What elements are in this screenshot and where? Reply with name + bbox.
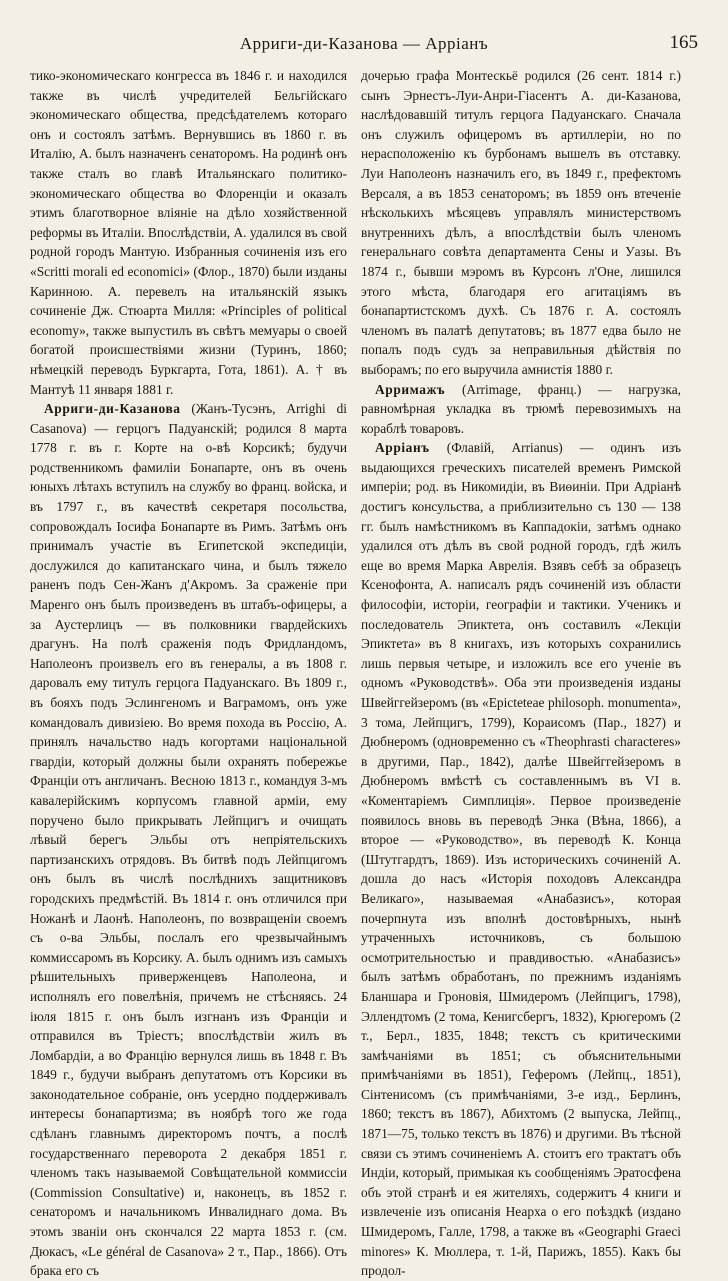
entry-arrian bbox=[361, 438, 681, 1281]
page-header bbox=[28, 32, 700, 58]
running-head: Арриги-ди-Казанова — Арріанъ bbox=[239, 34, 489, 53]
right-column bbox=[361, 66, 681, 1279]
left-column bbox=[30, 66, 347, 1279]
entry-headword: Арріанъ bbox=[375, 440, 430, 456]
paragraph-continuation: тико-экономическаго конгресса въ 1846 г. и находился также въ числѣ учредителей Бельгійскаго экономическаго общества, предсѣдателемъ котораго онъ и состоялъ затѣмъ. Вернувшись въ 1860 г. въ Италію, А. былъ назначенъ сенаторомъ. На родинѣ онъ также сталъ во главѣ Итальянскаго политико-экономическаго общества во Флоренціи и оказалъ этимъ благотворное вліяніе на дѣло хозяйственной реформы въ Италіи. Впослѣдствіи, А. удалился въ свой родной городъ Мантую. Избранныя сочиненія изъ его «Scritti morali ed economici» (Флор., 1870) были изданы Каринною. А. перевелъ на итальянскій языкъ сочиненіе Дж. Стюарта Милля: «Principles of political economy», также выпустилъ въ свѣтъ мемуары о своей богатой происшествіями жизни (Туринъ, 1860; нѣмецкій переводъ Буркгарта, Гота, 1861). А. † въ Мантуѣ 11 января 1881 г. bbox=[30, 68, 347, 397]
entry-arrighi-di-casanova bbox=[30, 399, 347, 1281]
entry-headword: Арриги-ди-Казанова bbox=[44, 401, 181, 417]
entry-headword: Арримажъ bbox=[375, 381, 446, 397]
entry-body: (Жанъ-Тусэнъ, Arrighi di Casanova) — герцогъ Падуанскій; родился 8 марта 1778 г. въ г. Корте на о-вѣ Корсикѣ; будучи родственникомъ фамиліи Бонапарте, онъ въ очень юныхъ лѣтахъ вступилъ на службу во франц. войска, и въ 1797 г., въ качествѣ секретаря посольства, сопровождалъ Іосифа Бонапарте въ Римъ. Затѣмъ онъ принималъ участіе въ Египетской экспедиціи, дослужился до капитанскаго чина, и былъ тяжело раненъ подъ Сен-Жанъ д'Акромъ. За сраженіе при Маренго онъ былъ произведенъ въ штабъ-офицеры, а за Аустерлицъ — въ полковники гвардейскихъ драгунъ. На полѣ сраженія подъ Фридландомъ, Наполеонъ произвелъ его въ генералы, а въ 1808 г. даровалъ ему титулъ герцога Падуанскаго. Въ 1809 г., въ бояхъ подъ Эслингеномъ и Ваграмомъ, онъ уже командовалъ дивизіею. Во время похода въ Россію, А. принялъ начальство надъ когортами національной гвардіи, который должны были охранять побережье Франціи отъ англичанъ. Весною 1813 г., командуя 3-мъ кавалерійскимъ корпусомъ главной арміи, ему поручено было прикрывать Лейпцигъ и очищать лѣвый берегъ Эльбы отъ непріятельскихъ партизанскихъ отрядовъ. Въ битвѣ подъ Лейпцигомъ онъ былъ въ числѣ послѣднихъ защитниковъ городскихъ предмѣстій. Въ 1814 г. онъ отличился при Ножанѣ и Лаонѣ. Наполеонъ, по возвращеніи своемъ съ о-ва Эльбы, послалъ его чрезвычайнымъ коммиссаромъ въ Корсику. А. былъ однимъ изъ самыхъ рѣшительныхъ приверженцевъ Наполеона, и исполнялъ его повелѣнія, причемъ не стѣсняясь. 24 іюля 1815 г. онъ былъ изгнанъ изъ Франціи и отправился въ Тріестъ; впослѣдствіи жилъ въ Ломбардіи, а во Францію вернулся лишь въ 1848 г. Въ 1849 г., будучи выбранъ депутатомъ отъ Корсики въ законодательное собраніе, онъ усердно поддерживалъ интересы бонапартизма; въ ноябрѣ того же года сдѣланъ главнымъ директоромъ почтъ, а послѣ государственнаго переворота 2 декабря 1851 г. членомъ такъ называемой Совѣщательной коммиссіи (Commission Consultative) и, наконецъ, въ 1852 г. сенаторомъ и начальникомъ Инвалиднаго дома. Въ этомъ званіи онъ скончался 22 марта 1853 г. (см. Дюкасъ, «Le général de Casanova» 2 т., Пар., 1866). Отъ брака его съ bbox=[30, 401, 347, 1279]
page-number: 165 bbox=[669, 32, 698, 53]
entry-arrimage bbox=[361, 380, 681, 439]
entry-body: (Флавій, Arrianus) — одинъ изъ выдающихся греческихъ писателей временъ Римской имперіи; род. въ Никомидіи, въ Виѳиніи. При Адріанѣ достигъ консульства, а приблизительно съ 130 — 138 гг. былъ намѣстникомъ въ Каппадокіи, затѣмъ однако удалился отъ дѣлъ въ свой родной городъ, гдѣ жилъ еще во время Марка Аврелія. Взявъ себѣ за образецъ Ксенофонта, А. написалъ рядъ сочиненій изъ области философіи, исторіи, географіи и тактики. Ученикъ и последователь Эпиктета, онъ составилъ «Лекціи Эпиктета» въ 8 книгахъ, изъ которыхъ сохранились лишь первыя четыре, и изложилъ все его ученіе въ одномъ «Руководствѣ». Оба эти произведенія изданы Швейггейзеромъ (въ «Epictetеae philosoph. monumenta», 3 тома, Лейпцигъ, 1799), Кораисомъ (Пар., 1827) и Дюбнеромъ (одновременно съ «Theophrasti characteres» в другими, Пар., 1842), далѣе Швейггейзеромъ в Дюбнеромъ вмѣстѣ съ составленнымъ въ VI в. «Коментаріемъ Симплиція». Первое произведеніе появилось вновь въ переводѣ Энка (Вѣна, 1866), а второе — «Руководство», въ переводѣ К. Конца (Штутгардтъ, 1869). Изъ историческихъ сочиненій А. дошла до насъ «Исторія походовъ Александра Великаго», называемая «Анабазисъ», которая почерпнута изъ вполнѣ достовѣрныхъ, нынѣ утраченныхъ источниковъ, съ большою осмотрительностью и правдивостью. «Анабазисъ» былъ затѣмъ обработанъ, по прежнимъ изданіямъ Бланшара и Гроновія, Шмидеромъ (Лейпцигъ, 1798), Эллендтомъ (2 тома, Кенигсбергъ, 1832), Крюгеромъ (2 т., Берл., 1835, 1848; текстъ съ критическими замѣчаніями въ 1851; съ объяснительными примѣчаніями въ 1851), Геферомъ (Лейпц., 1851), Сінтенисомъ (съ примѣчаніями, 3-е изд., Берлинъ, 1860; текстъ въ 1867), Абихтомъ (2 выпуска, Лейпц., 1871—75, только текстъ въ 1876) и другими. Въ тѣсной связи съ этимъ сочиненіемъ А. стоитъ его трактатъ объ Индіи, который, примыкая къ сообщеніямъ Эратосфена объ этой странѣ и ея жителяхъ, содержитъ 4 книги и извлеченіе изъ описанія Неарха о его поѣздкѣ (издано Шмидеромъ, Галле, 1798, а также въ «Geographi Graeci minores» К. Мюллера, т. 1-й, Парижъ, 1855). Какъ бы продол- bbox=[361, 440, 681, 1279]
paragraph-continuation: дочерью графа Монтескьё родился (26 сент. 1814 г.) сынъ Эрнестъ-Луи-Анри-Гіасентъ А. ди-Казанова, наслѣдовавшій титулъ герцога Падуанскаго. Сначала онъ служилъ офицеромъ въ артиллеріи, но по нерасположенію къ бурбонамъ вышелъ въ отставку. Луи Наполеонъ назначилъ его, въ 1849 г., префектомъ Версаля, а въ 1853 сенаторомъ; въ 1859 онъ втеченіе нѣсколькихъ мѣсяцевъ управлялъ министерствомъ внутреннихъ дѣлъ, а впослѣдствіи былъ членомъ генеральнаго совѣта департамента Сены и Уазы. Въ 1874 г., бывши мэромъ въ Курсонъ л'Оне, лишился этого мѣста, благодаря его агитаціямъ въ бонапартистскомъ духѣ. Съ 1876 г. А. состоялъ членомъ въ палатѣ депутатовъ; въ 1877 едва было не попалъ подъ судъ за неправильныя дѣйствія по выборамъ; по его выручила амнистія 1880 г. bbox=[361, 68, 681, 377]
entry-body: (Arrimage, франц.) — нагрузка, равномѣрная укладка въ трюмѣ перевозимыхъ на кораблѣ товаровъ. bbox=[361, 381, 681, 436]
